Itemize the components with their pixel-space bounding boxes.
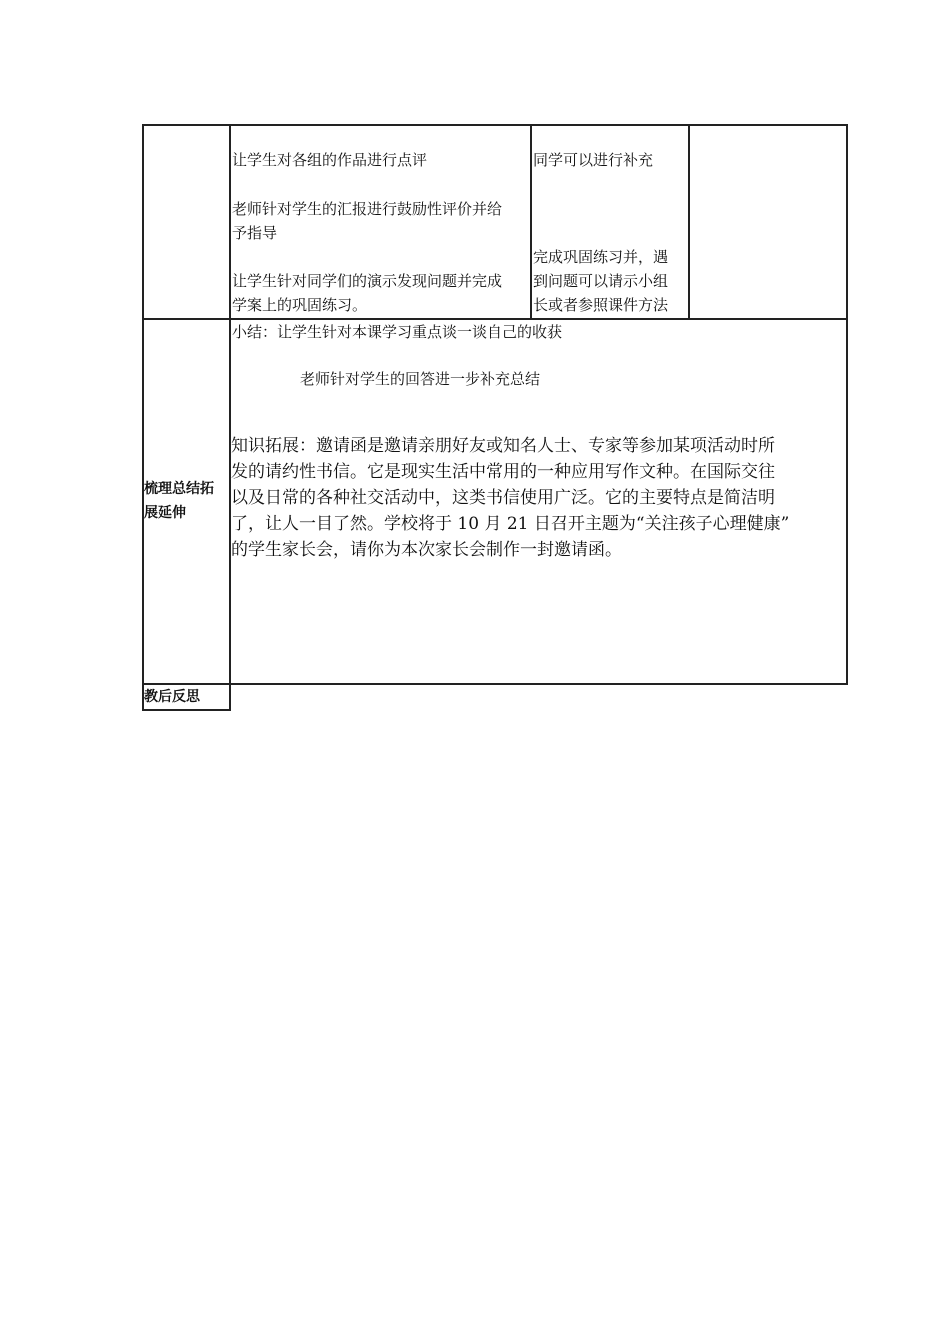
- post-lesson-reflection-heading: 教后反思: [144, 689, 200, 705]
- summary-extension-heading-line1: 梳理总结拓: [144, 481, 214, 497]
- knowledge-extension-line3: 以及日常的各种社交活动中，这类书信使用广泛。它的主要特点是简洁明: [231, 488, 775, 508]
- teacher-feedback-line1: 老师针对学生的汇报进行鼓励性评价并给: [232, 200, 503, 218]
- student-exercise-line2: 到问题可以请示小组: [533, 272, 669, 290]
- knowledge-extension-line4: 了，让人一目了然。学校将于 10 月 21 日召开主题为“关注孩子心理健康”: [231, 514, 790, 534]
- knowledge-extension-line5: 的学生家长会，请你为本次家长会制作一封邀请函。: [231, 540, 622, 560]
- consolidation-line1: 让学生针对同学们的演示发现问题并完成: [232, 272, 503, 290]
- row1-col4-cell: [688, 124, 848, 320]
- knowledge-extension-box: [231, 433, 845, 573]
- student-exercise-line1: 完成巩固练习并，遇: [533, 248, 669, 266]
- summary-extension-heading-line2: 展延伸: [144, 505, 186, 521]
- teacher-summary-text: 老师针对学生的回答进一步补充总结: [300, 370, 541, 388]
- student-exercise-line3: 长或者参照课件方法: [533, 296, 669, 314]
- consolidation-line2: 学案上的巩固练习。: [232, 296, 368, 314]
- knowledge-extension-line2: 发的请约性书信。它是现实生活中常用的一种应用写作文种。在国际交往: [231, 462, 775, 482]
- knowledge-extension-line1: 知识拓展：邀请函是邀请亲朋好友或知名人士、专家等参加某项活动时所: [231, 436, 775, 456]
- student-supplement-text: 同学可以进行补充: [533, 151, 654, 169]
- summary-text: 小结：让学生针对本课学习重点谈一谈自己的收获: [232, 323, 563, 341]
- row1-col1-cell: [142, 124, 231, 320]
- peer-review-text: 让学生对各组的作品进行点评: [232, 151, 428, 169]
- teacher-feedback-line2: 予指导: [232, 224, 278, 242]
